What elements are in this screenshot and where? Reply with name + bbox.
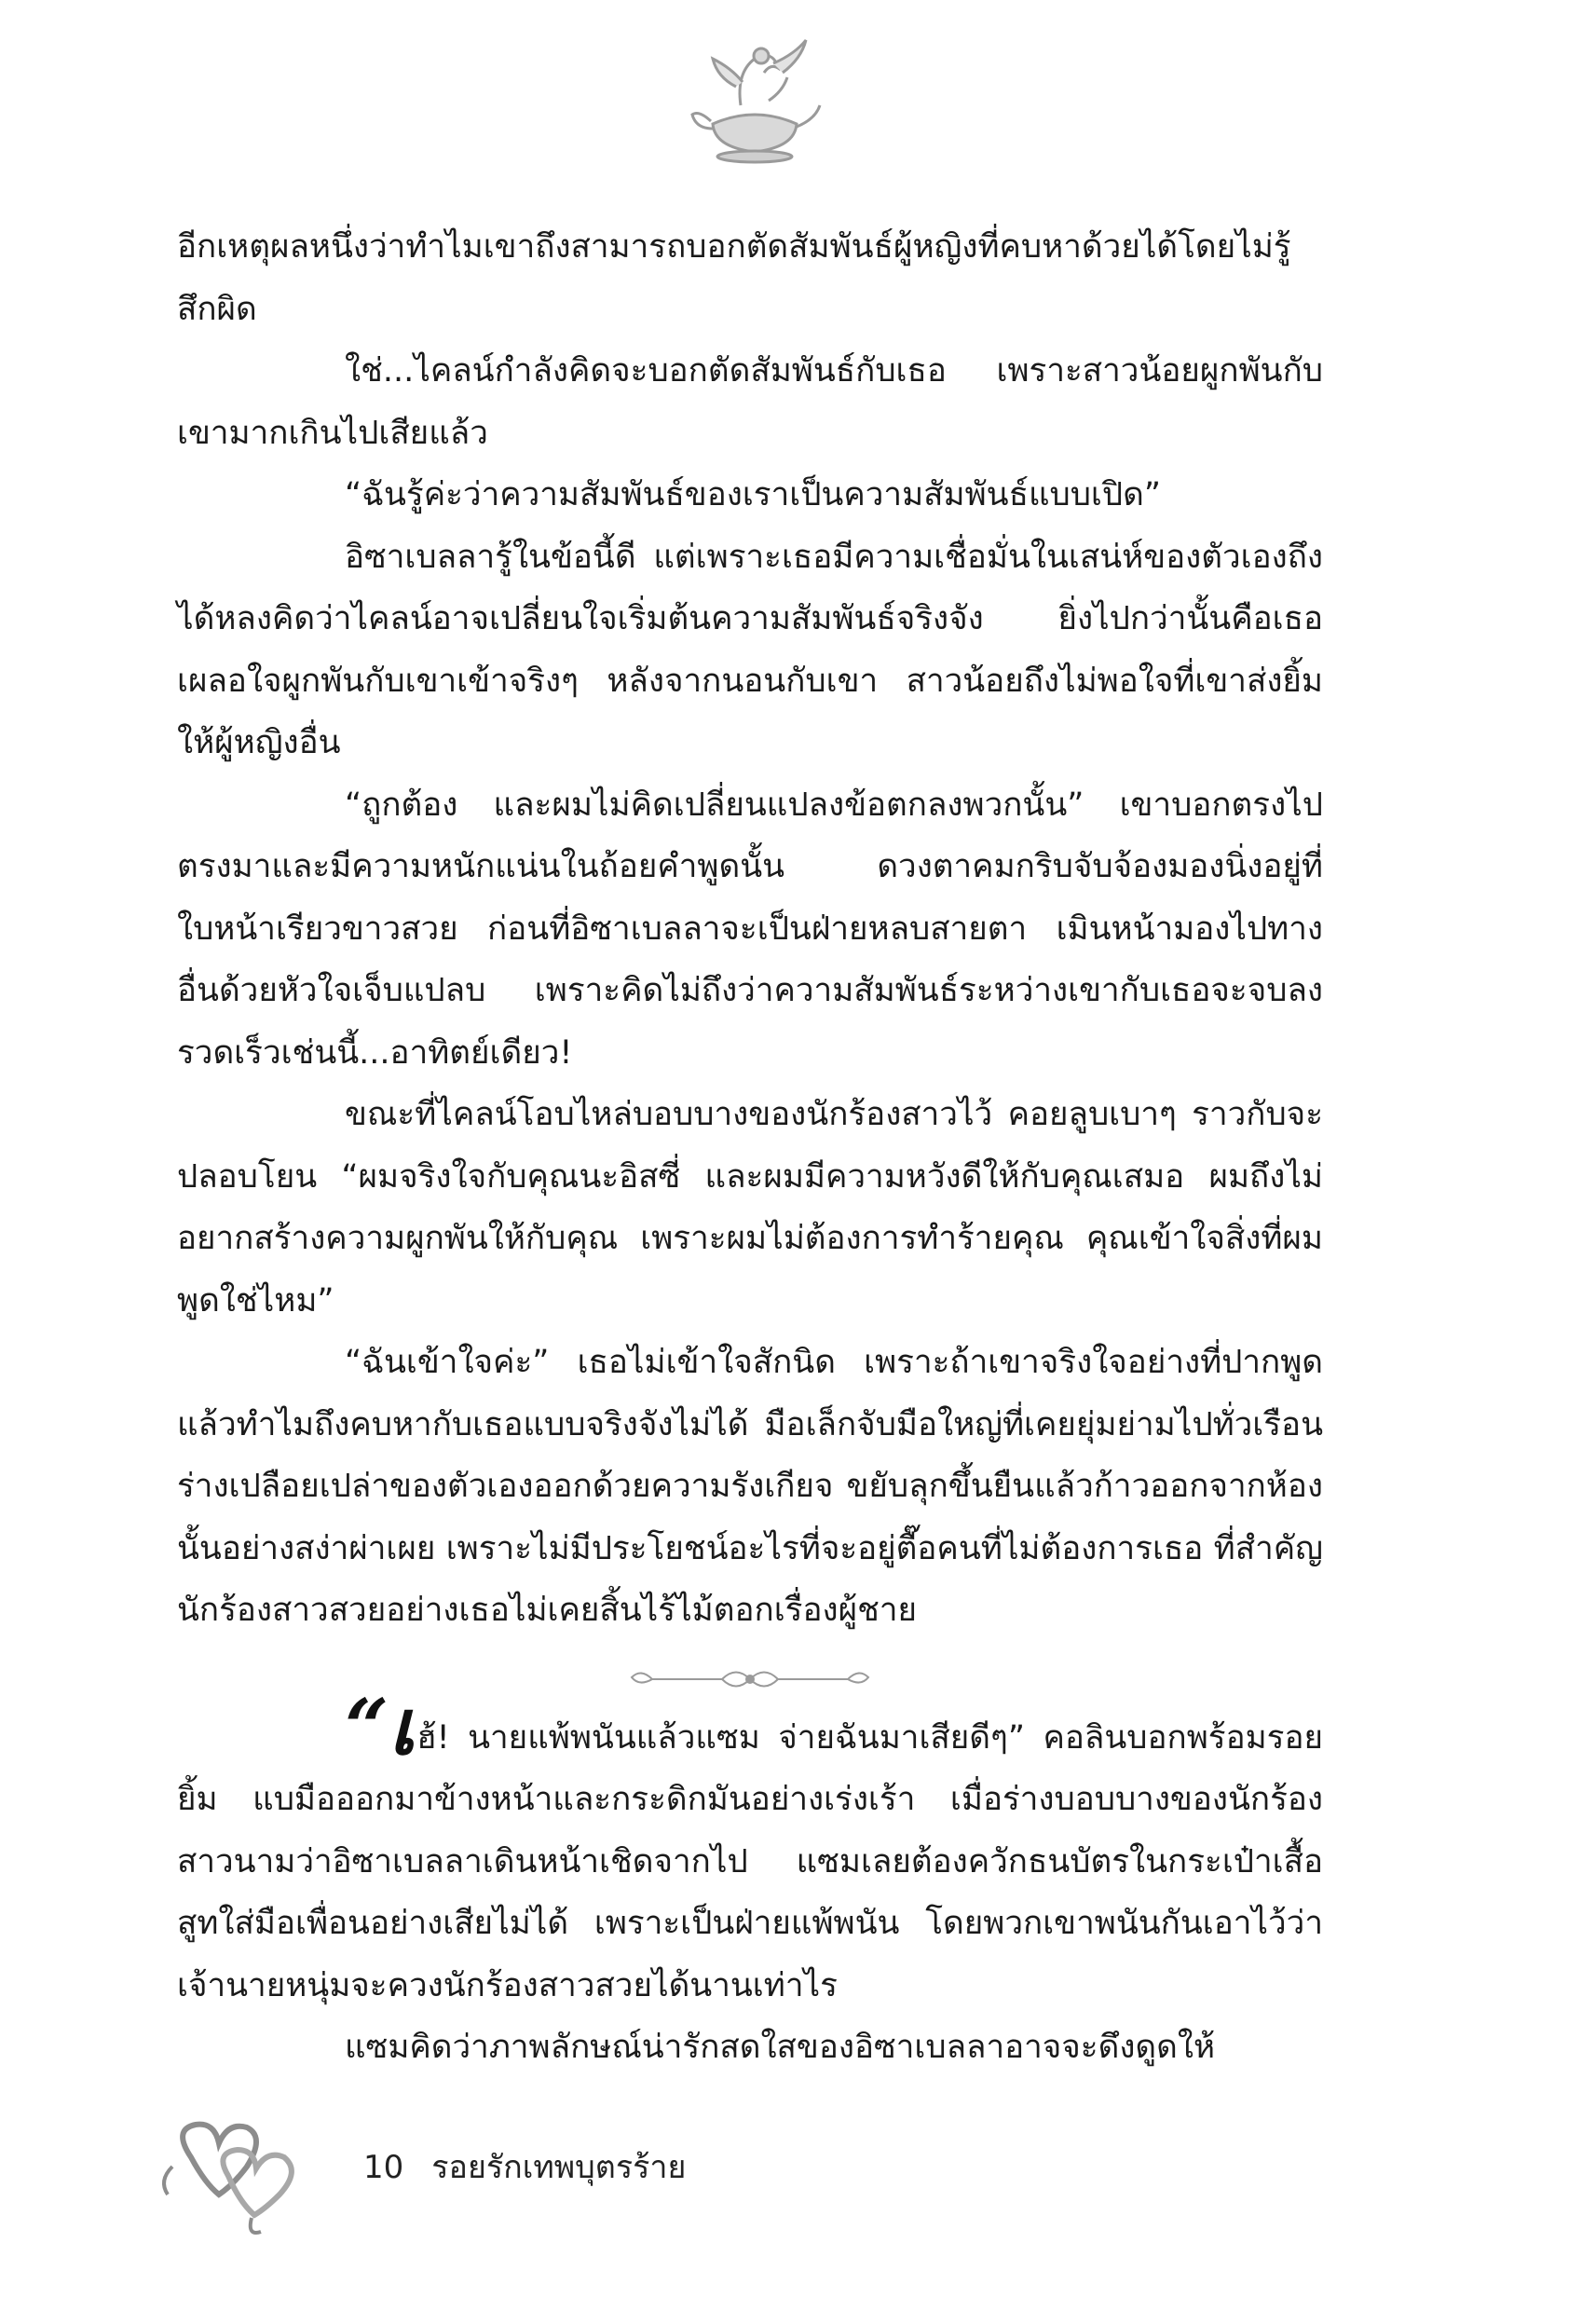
paragraph: อีกเหตุผลหนึ่งว่าทำไมเขาถึงสามารถบอกตัดสัมพันธ์ผู้หญิงที่คบหาด้วยได้โดยไม่รู้สึกผิด [177,228,1291,328]
section-divider-ornament-icon [624,1661,876,1698]
paragraph-text: ฮ้! นายแพ้พนันแล้วแซม จ่ายฉันมาเสียดีๆ” คอลินบอกพร้อมรอยยิ้ม แบมือออกมาข้างหน้าและกระดิกมันอย่างเร่งเร้า เมื่อร่างบอบบางของนักร้องสาวนามว่าอิซาเบลลาเดินหน้าเชิดจากไป แซมเลยต้องควักธนบัตรในกระเป๋าเสื้อสูทใส่มือเพื่อนอย่างเสียไม่ได้ เพราะเป็นฝ่ายแพ้พนัน โดยพวกเขาพนันกันเอาไว้ว่าเจ้านายหนุ่มจะควงนักร้องสาวสวยได้นานเท่าไร [177,1718,1323,2004]
paragraph: “ฉันรู้ค่ะว่าความสัมพันธ์ของเราเป็นความสัมพันธ์แบบเปิด” [345,476,1161,513]
paragraph: แซมคิดว่าภาพลักษณ์น่ารักสดใสของอิซาเบลลาอาจจะดึงดูดให้ [345,2029,1216,2066]
page-footer [363,2141,686,2192]
book-title: รอยรักเทพบุตรร้าย [431,2149,687,2186]
hearts-ribbon-ornament-icon [154,2101,321,2241]
paragraph: “ฉันเข้าใจค่ะ” เธอไม่เข้าใจสักนิด เพราะถ้าเขาจริงใจอย่างที่ปากพูดแล้วทำไมถึงคบหากับเธอแบบจริงจังไม่ได้ มือเล็กจับมือใหญ่ที่เคยยุ่มย่ามไปทั่วเรือนร่างเปลือยเปล่าของตัวเองออกด้วยความรังเกียจ ขยับลุกขึ้นยืนแล้วก้าวออกจากห้องนั้นอย่างสง่าผ่าเผย เพราะไม่มีประโยชน์อะไรที่จะอยู่ตื๊อคนที่ไม่ต้องการเธอ ที่สำคัญ นักร้องสาวสวยอย่างเธอไม่เคยสิ้นไร้ไม้ตอกเรื่องผู้ชาย [177,1344,1323,1629]
teapot-cupid-ornament-icon [685,35,825,166]
paragraph: “ถูกต้อง และผมไม่คิดเปลี่ยนแปลงข้อตกลงพวกนั้น” เขาบอกตรงไปตรงมาและมีความหนักแน่นในถ้อยคำพูดนั้น ดวงตาคมกริบจับจ้องมองนิ่งอยู่ที่ใบหน้าเรียวขาวสวย ก่อนที่อิซาเบลลาจะเป็นฝ่ายหลบสายตา เมินหน้ามองไปทางอื่นด้วยหัวใจเจ็บแปลบ เพราะคิดไม่ถึงว่าความสัมพันธ์ระหว่างเขากับเธอจะจบลงรวดเร็วเช่นนี้...อาทิตย์เดียว! [177,786,1323,1072]
page-number: 10 [363,2149,404,2186]
page-body [177,216,1323,2079]
drop-cap: “เ [345,1682,416,1772]
paragraph: ใช่...ไคลน์กำลังคิดจะบอกตัดสัมพันธ์กับเธอ เพราะสาวน้อยผูกพันกับเขามากเกินไปเสียแล้ว [177,352,1323,452]
paragraph: ขณะที่ไคลน์โอบไหล่บอบบางของนักร้องสาวไว้ คอยลูบเบาๆ ราวกับจะปลอบโยน “ผมจริงใจกับคุณนะอิสซี่ และผมมีความหวังดีให้กับคุณเสมอ ผมถึงไม่อยากสร้างความผูกพันให้กับคุณ เพราะผมไม่ต้องการทำร้ายคุณ คุณเข้าใจสิ่งที่ผมพูดใช่ไหม” [177,1096,1323,1320]
paragraph: อิซาเบลลารู้ในข้อนี้ดี แต่เพราะเธอมีความเชื่อมั่นในเสน่ห์ของตัวเองถึงได้หลงคิดว่าไคลน์อาจเปลี่ยนใจเริ่มต้นความสัมพันธ์จริงจัง ยิ่งไปกว่านั้นคือเธอเผลอใจผูกพันกับเขาเข้าจริงๆ หลังจากนอนกับเขา สาวน้อยถึงไม่พอใจที่เขาส่งยิ้มให้ผู้หญิงอื่น [177,538,1323,761]
section-opening-paragraph [177,1682,1323,2017]
